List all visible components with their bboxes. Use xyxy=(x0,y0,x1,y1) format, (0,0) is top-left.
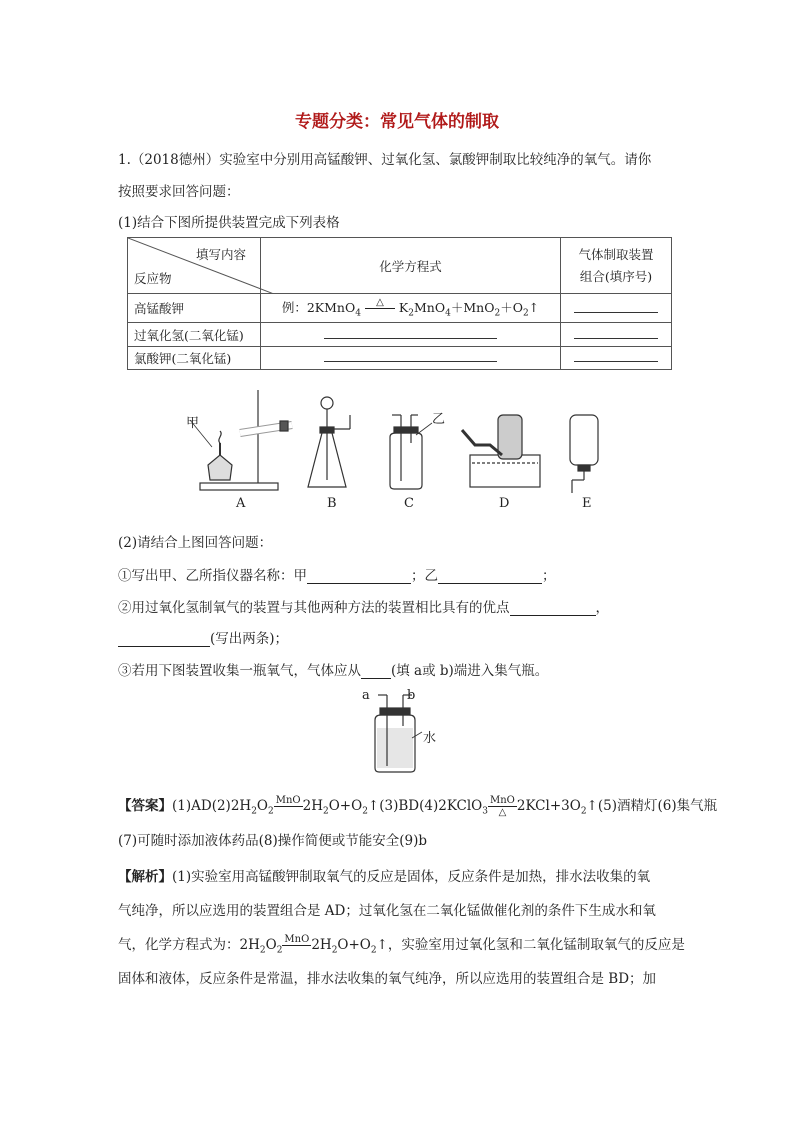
page-title: 专题分类：常见气体的制取 xyxy=(295,112,499,132)
part-2-q1: ①写出甲、乙所指仪器名称：甲 ；乙 ； xyxy=(118,568,556,584)
part-2-q2-cont: (写出两条)； xyxy=(118,627,288,647)
question-line-2: 按照要求回答问题： xyxy=(118,184,240,200)
part-2-q3: ③若用下图装置收集一瓶氧气，气体应从 (填 a或 b)端进入集气瓶。 xyxy=(118,663,549,679)
answer-blank-cell[interactable] xyxy=(561,346,672,369)
corner-top-label: 填写内容 xyxy=(195,247,246,262)
advantage-blank-1[interactable] xyxy=(510,601,596,616)
column-header-apparatus: 气体制取装置 组合(填序号) xyxy=(561,238,672,294)
part-2-q2: ②用过氧化氢制氧气的装置与其他两种方法的装置相比具有的优点 ， xyxy=(118,600,609,616)
advantage-blank-2[interactable] xyxy=(118,632,210,647)
equation-table xyxy=(127,237,672,370)
analysis-line-2: 气纯净，所以应选用的装置组合是 AD；过氧化氢在二氧化锰做催化剂的条件下生成水和氧 xyxy=(118,903,656,919)
reactant-cell: 氯酸钾(二氧化锰) xyxy=(128,346,261,369)
label-jia: 甲 xyxy=(186,416,200,431)
table-row xyxy=(128,323,672,346)
yi-answer-blank[interactable] xyxy=(438,569,542,584)
apparatus-e-icon xyxy=(570,415,598,493)
port-a-label: a xyxy=(362,688,370,703)
port-answer-blank[interactable] xyxy=(361,664,391,679)
part-1-prompt: (1)结合下图所提供装置完成下列表格 xyxy=(118,215,340,231)
apparatus-c-icon xyxy=(390,415,432,489)
label-b: B xyxy=(327,496,337,511)
answer-line-1: 【答案】$(1)AD(2)2H_2O_2$ MnO $2H_2O+O_2↑(3)BD(4)2KClO_3$ $\frac{\text{MnO}}{\triangle}$ $2KCl+3O_2↑(5)$酒精灯(6)集气瓶 xyxy=(118,795,718,818)
question-line-1: 1.（2018德州）实验室中分别用高锰酸钾、过氧化氢、氯酸钾制取比较纯净的氧气。请你 xyxy=(118,152,652,168)
label-a: A xyxy=(236,496,246,511)
table-row xyxy=(128,346,672,369)
label-c: C xyxy=(404,496,414,511)
reactant-cell: 高锰酸钾 xyxy=(128,294,261,323)
port-b-label: b xyxy=(407,688,416,703)
part-2-intro: (2)请结合上图回答问题： xyxy=(118,535,273,551)
example-equation: 例：2KMnO$_4$ △ $K_2MnO_4+MnO_2+O_2↑$ xyxy=(261,294,561,323)
apparatus-figure xyxy=(180,385,620,515)
label-yi: 乙 xyxy=(432,412,446,427)
analysis-line-3: 气，化学方程式为：$2H_2O_2$ MnO $2H_2O+O_2↑$，实验室用过氧化氢和二氧化锰制取氧气的反应是 xyxy=(118,934,685,956)
equation-blank-cell[interactable] xyxy=(261,346,561,369)
answer-blank-cell[interactable] xyxy=(561,323,672,346)
apparatus-a-icon xyxy=(190,390,292,490)
answer-blank-cell[interactable] xyxy=(561,294,672,323)
reactant-cell: 过氧化氢(二氧化锰) xyxy=(128,323,261,346)
label-d: D xyxy=(499,496,510,511)
water-label: 水 xyxy=(423,731,437,746)
apparatus-d-icon xyxy=(462,415,540,487)
equation-blank-cell[interactable] xyxy=(261,323,561,346)
apparatus-b-icon xyxy=(308,397,350,487)
label-e: E xyxy=(582,496,592,511)
table-row xyxy=(128,294,672,323)
corner-bottom-label: 反应物 xyxy=(134,271,172,286)
analysis-line-1: 【解析】(1)实验室用高锰酸钾制取氧气的反应是固体，反应条件是加热，排水法收集的氧 xyxy=(118,869,651,885)
jia-answer-blank[interactable] xyxy=(307,569,411,584)
column-header-equation: 化学方程式 xyxy=(261,238,561,294)
answer-line-2: (7)可随时添加液体药品(8)操作简便或节能安全(9)b xyxy=(118,833,428,849)
analysis-line-4: 固体和液体，反应条件是常温，排水法收集的氧气纯净，所以应选用的装置组合是 BD；加 xyxy=(118,971,657,987)
table-corner-cell xyxy=(128,238,261,294)
